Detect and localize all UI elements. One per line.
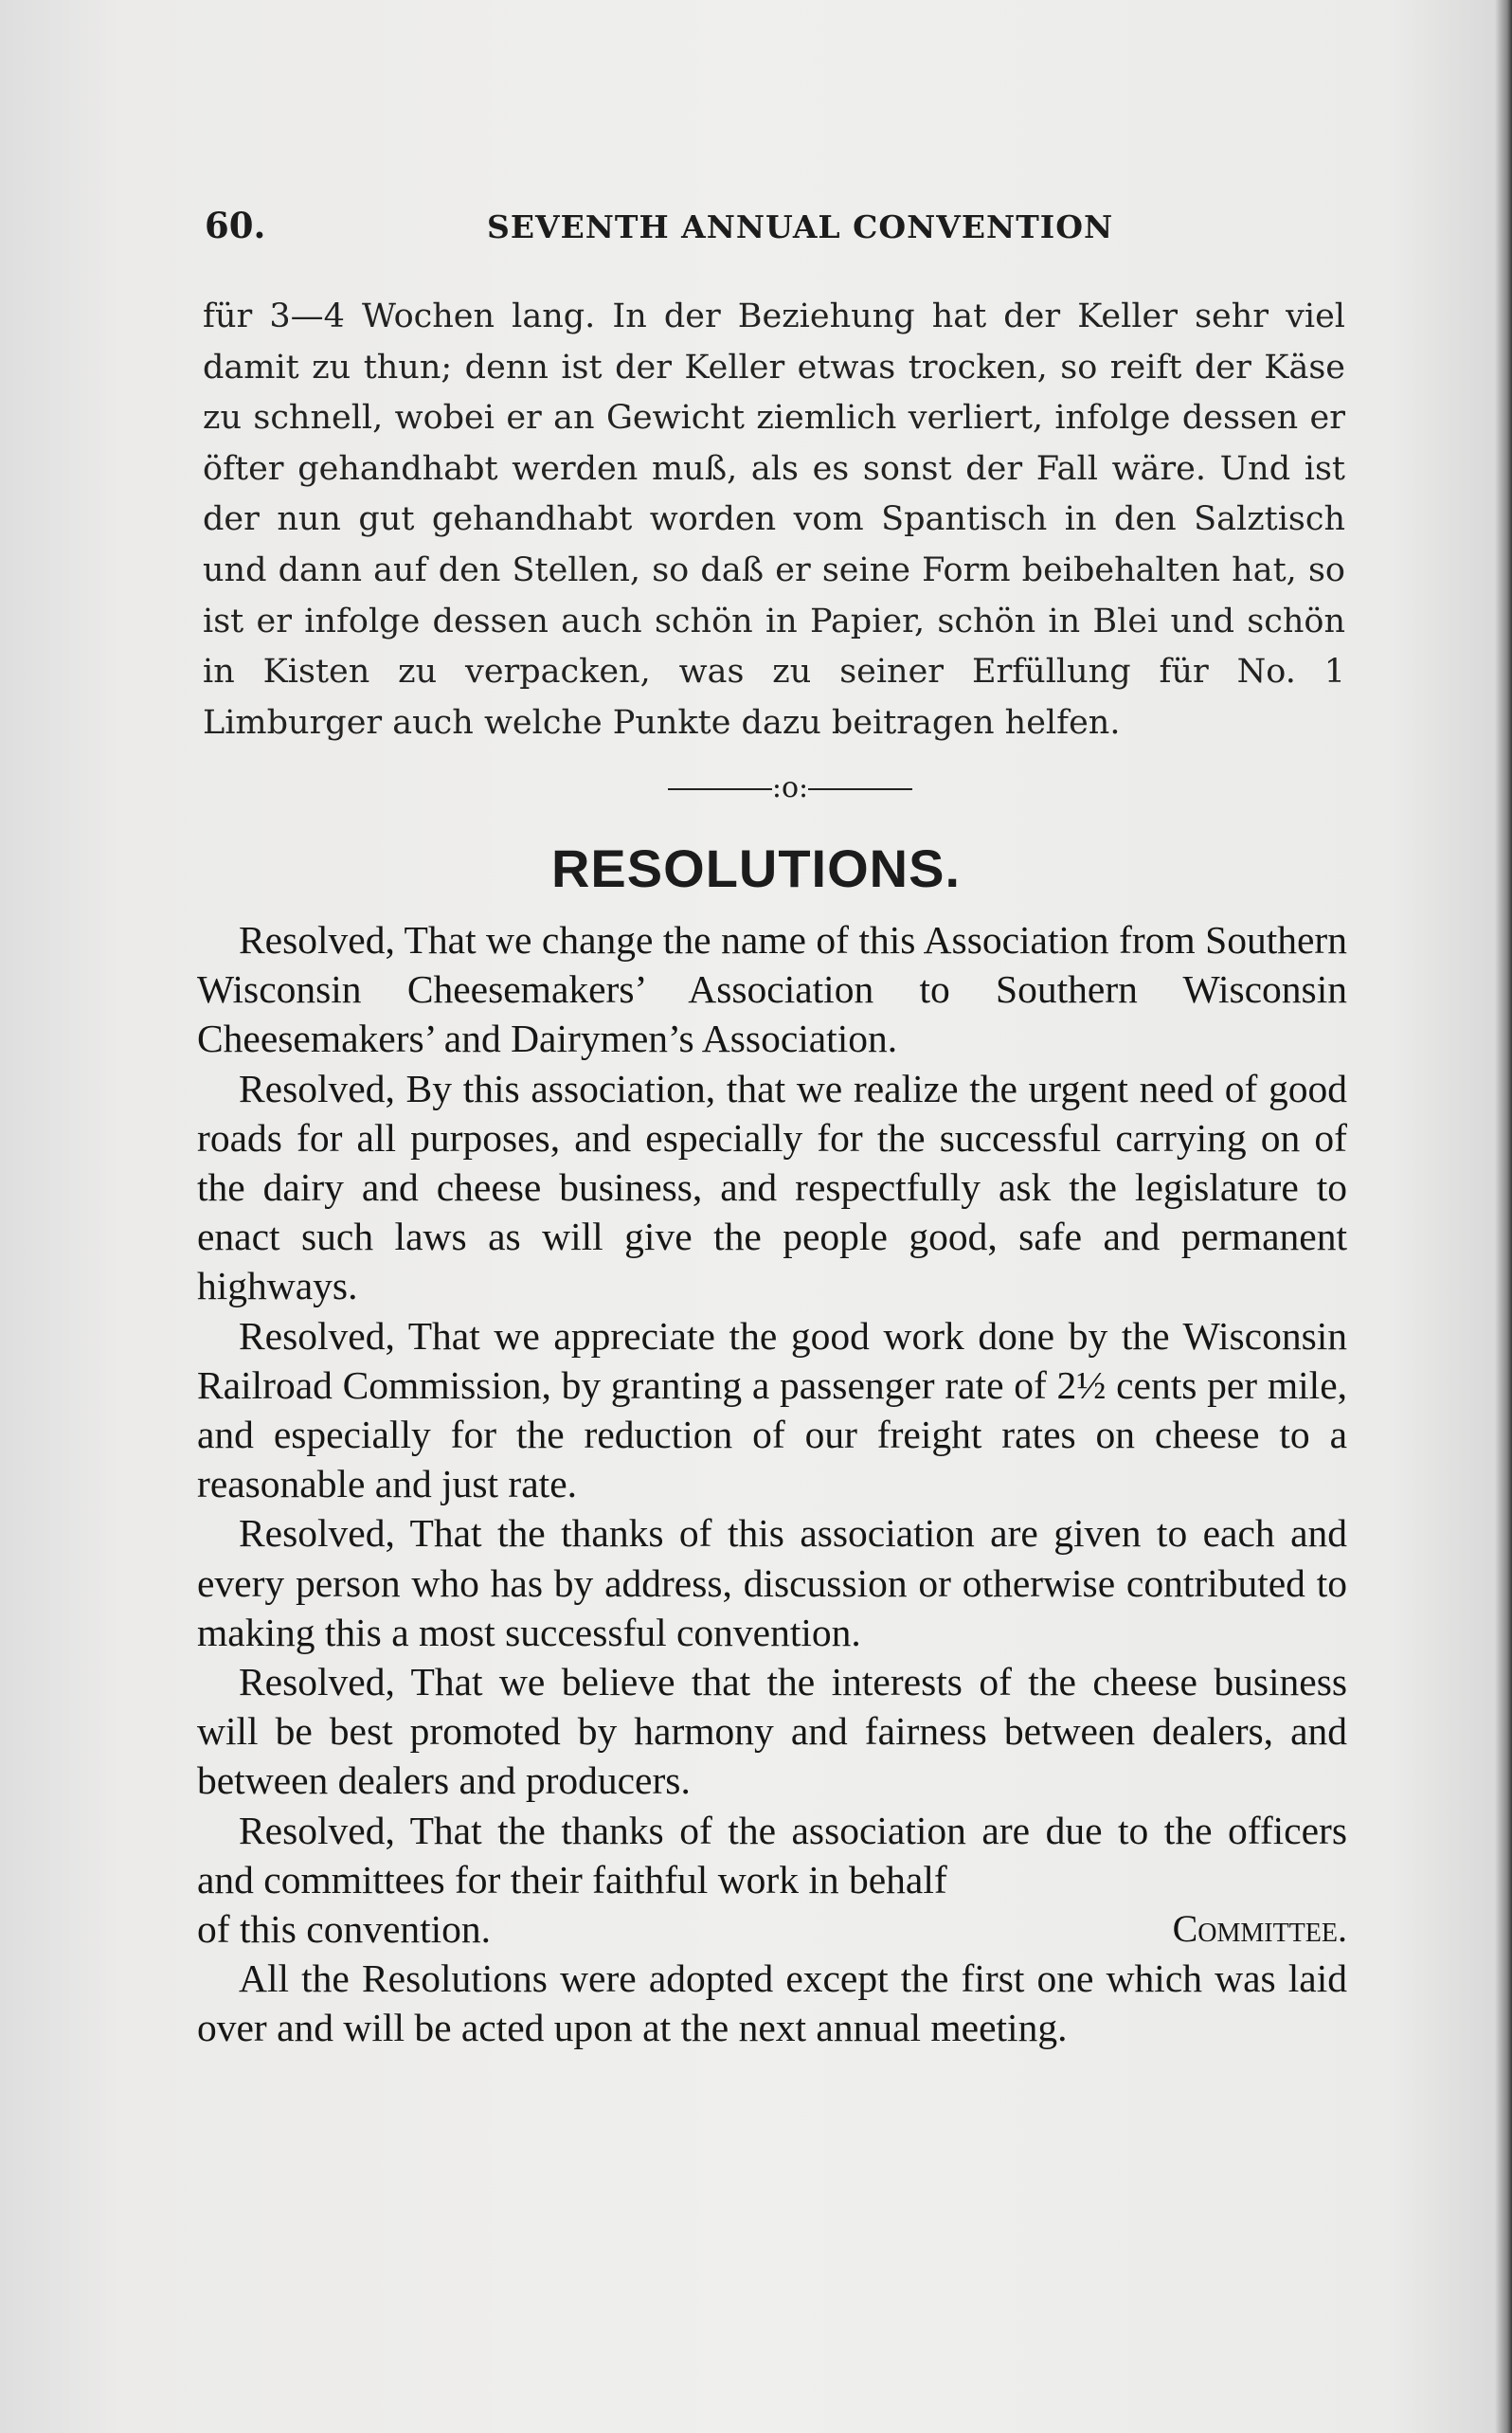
separator-mark: :o: xyxy=(771,771,809,804)
resolution-6-end: of this convention. xyxy=(197,1907,492,1952)
signature-row xyxy=(197,1904,1347,1954)
resolution-2: Resolved, By this association, that we realize the urgent need of good roads for all purposes, and especially for the successful carrying on of the dairy and cheese business, and respectfully ask the legislature to enact such laws as will give the people good, safe and permanent highways. xyxy=(197,1066,1347,1308)
page-edge-shadow xyxy=(1495,0,1512,2433)
separator-rule-right xyxy=(808,788,912,790)
closing-paragraph: All the Resolutions were adopted except the first one which was laid over and will be acted upon at the next annual meeting. xyxy=(197,1956,1347,2050)
german-paragraph xyxy=(203,292,1345,748)
resolution-4: Resolved, That the thanks of this association are given to each and every person who has by address, discussion or otherwise contributed to making this a most successful convention. xyxy=(197,1511,1347,1654)
page-number: 60. xyxy=(205,205,266,246)
resolution-6: Resolved, That the thanks of the association are due to the officers and committees for their faithful work in behalf xyxy=(197,1808,1347,1901)
resolution-5: Resolved, That we believe that the interests of the cheese business will be best promoted by harmony and fairness between dealers, and between dealers and producers. xyxy=(197,1660,1347,1803)
page-header xyxy=(205,205,1341,252)
resolution-1: Resolved, That we change the name of this Association from Southern Wisconsin Cheesemakers’ Association to Southern Wisconsin Cheesemakers’ and Dairymen’s Association. xyxy=(197,918,1347,1061)
running-head: SEVENTH ANNUAL CONVENTION xyxy=(487,208,1114,245)
section-separator xyxy=(629,769,951,807)
resolutions-body xyxy=(197,915,1347,2053)
german-text: für 3—4 Wochen lang. In der Beziehung hat der Keller sehr viel damit zu thun; denn ist der Keller etwas trocken, so reift der Käse zu schnell, wobei er an Gewicht ziemlich verliert, infolge dessen er öfter gehandhabt werden muß, als es sonst der Fall wäre. Und ist der nun gut gehandhabt worden vom Spantisch in den Salztisch und dann auf den Stellen, so daß er seine Form beibehalten hat, so ist er infolge dessen auch schön in Papier, schön in Blei und schön in Kisten zu verpacken, was zu seiner Erfüllung für No. 1 Limburger auch welche Punkte dazu beitragen helfen. xyxy=(203,297,1345,742)
committee-signature: Committee. xyxy=(1172,1907,1347,1951)
resolution-3: Resolved, That we appreciate the good work done by the Wisconsin Railroad Commission, by granting a passenger rate of 2½ cents per mile, and especially for the reduction of our freight rates on cheese to a reasonable and just rate. xyxy=(197,1313,1347,1506)
separator-rule-left xyxy=(668,788,772,790)
section-title: RESOLUTIONS. xyxy=(550,838,962,898)
